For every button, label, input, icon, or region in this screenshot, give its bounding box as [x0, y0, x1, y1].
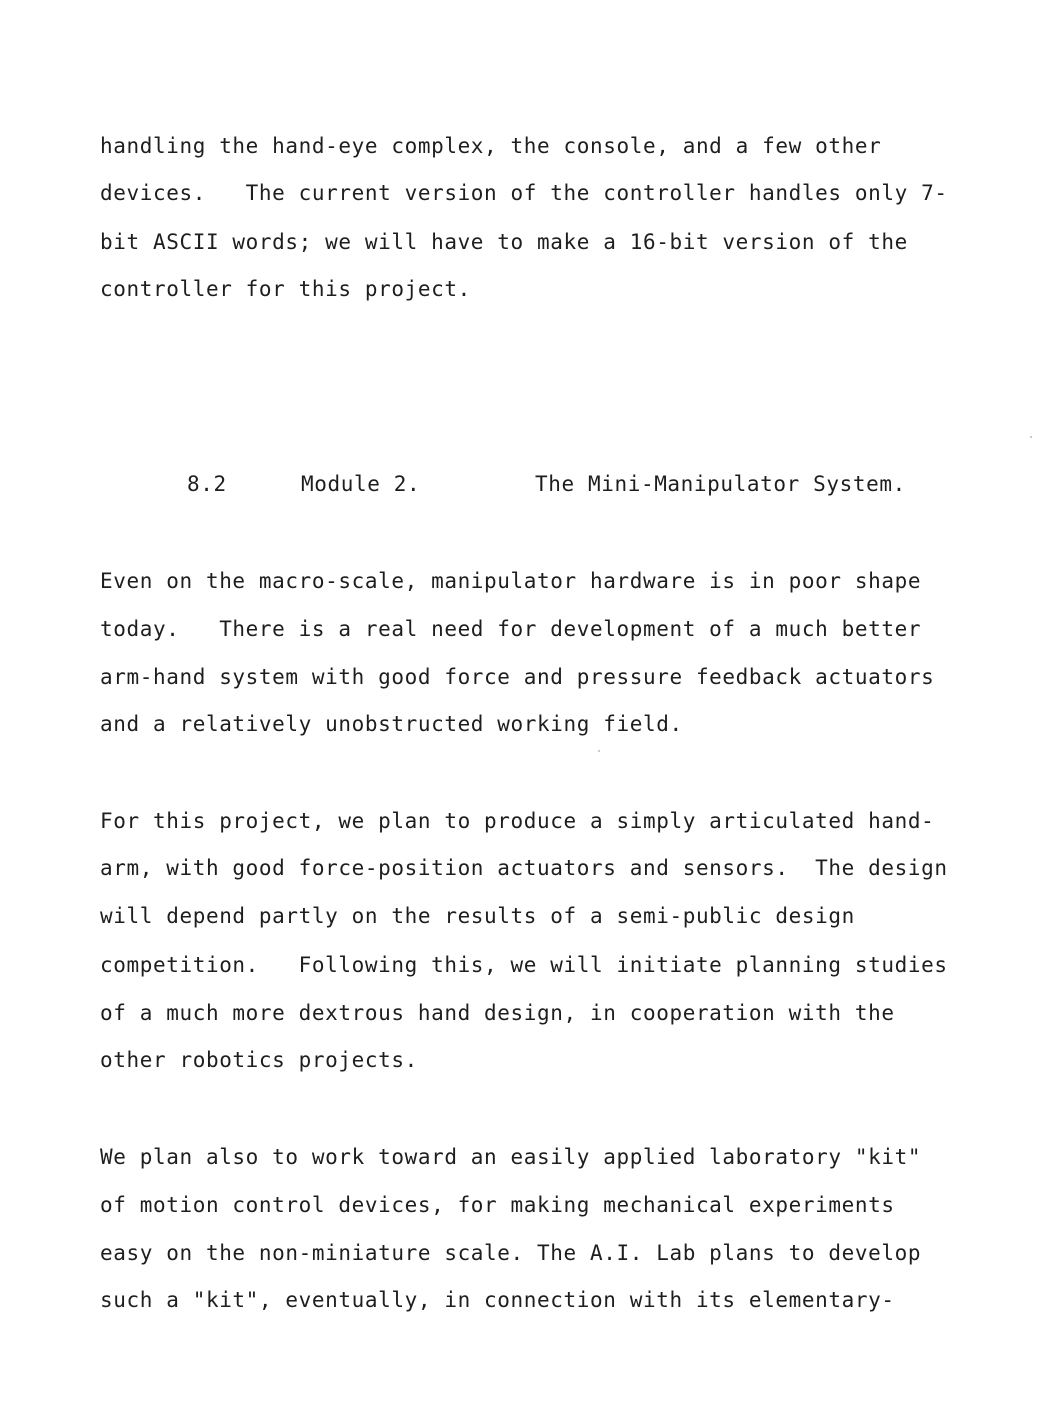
text-line: such a "kit", eventually, in connection with its elementary-: [100, 1288, 895, 1312]
scan-speck: [1030, 436, 1032, 438]
text-line: and a relatively unobstructed working field.: [100, 712, 683, 736]
text-line: devices. The current version of the controller handles only 7-: [100, 181, 948, 205]
text-line: other robotics projects.: [100, 1048, 418, 1072]
text-line: controller for this project.: [100, 277, 471, 301]
text-line: arm, with good force-position actuators and sensors. The design: [100, 856, 948, 880]
section-number: 8.2: [187, 472, 227, 496]
section-module: Module 2.: [301, 472, 421, 496]
text-line: handling the hand-eye complex, the console, and a few other: [100, 134, 882, 158]
section-title: The Mini-Manipulator System.: [535, 472, 906, 496]
text-line: of a much more dextrous hand design, in cooperation with the: [100, 1001, 895, 1025]
text-line: Even on the macro-scale, manipulator hardware is in poor shape: [100, 569, 922, 593]
text-line: For this project, we plan to produce a simply articulated hand-: [100, 809, 935, 833]
text-line: easy on the non-miniature scale. The A.I. Lab plans to develop: [100, 1241, 922, 1265]
text-line: will depend partly on the results of a semi-public design: [100, 904, 855, 928]
text-line: arm-hand system with good force and pressure feedback actuators: [100, 665, 935, 689]
text-line: bit ASCII words; we will have to make a 16-bit version of the: [100, 230, 908, 254]
text-line: today. There is a real need for development of a much better: [100, 617, 922, 641]
text-line: of motion control devices, for making mechanical experiments: [100, 1193, 895, 1217]
text-line: We plan also to work toward an easily applied laboratory "kit": [100, 1145, 922, 1169]
text-line: competition. Following this, we will initiate planning studies: [100, 953, 948, 977]
scan-speck: [598, 750, 600, 752]
